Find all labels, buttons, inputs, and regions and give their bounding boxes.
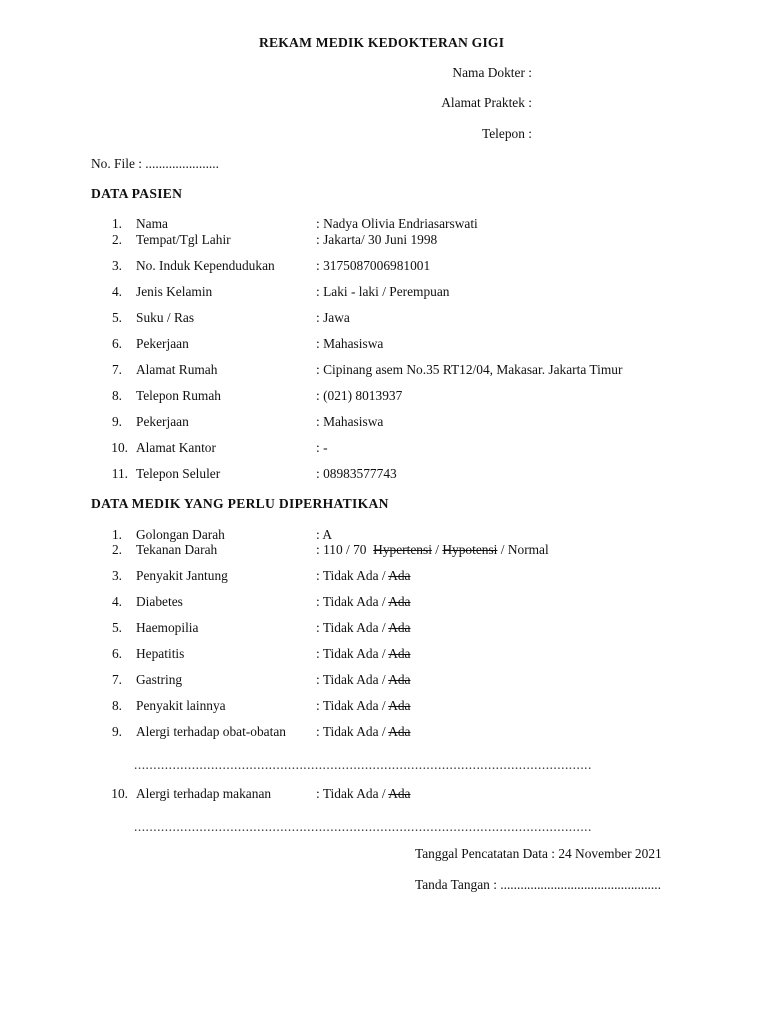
- patient-item-value: : (021) 8013937: [316, 388, 403, 403]
- patient-item-number: 5.: [111, 310, 122, 325]
- patient-item-label: Pekerjaan: [136, 336, 189, 351]
- option-text: : Tidak Ada /: [316, 620, 389, 635]
- struck-option: Ada: [388, 594, 411, 609]
- patient-item-label: Alamat Rumah: [136, 362, 218, 377]
- medical-item-label: Diabetes: [136, 594, 183, 609]
- option-text: : Tidak Ada /: [316, 672, 389, 687]
- medical-item-label: Hepatitis: [136, 646, 185, 661]
- patient-item-number: 8.: [111, 388, 122, 403]
- patient-item-label: Tempat/Tgl Lahir: [136, 232, 231, 247]
- struck-option: Ada: [388, 672, 411, 687]
- struck-option: Ada: [388, 620, 411, 635]
- patient-item-label: Nama: [136, 216, 168, 231]
- document-title: REKAM MEDIK KEDOKTERAN GIGI: [259, 35, 505, 50]
- option-text: : Tidak Ada /: [316, 724, 389, 739]
- medical-item-value: [316, 786, 411, 802]
- struck-option: Ada: [388, 724, 411, 739]
- medical-item-number: 2.: [111, 542, 122, 557]
- drug-allergy-blank-line: .......................................................................................................................: [134, 757, 592, 772]
- medical-item-label: Golongan Darah: [136, 527, 225, 542]
- patient-item-value: : Jakarta/ 30 Juni 1998: [316, 232, 438, 247]
- blood-pressure-reading: : 110 / 70: [316, 542, 367, 557]
- option-text: : Tidak Ada /: [316, 698, 389, 713]
- patient-item-number: 1.: [111, 216, 122, 231]
- file-number: No. File : ......................: [91, 156, 219, 171]
- patient-item-label: Telepon Rumah: [136, 388, 221, 403]
- struck-option: Ada: [388, 786, 411, 801]
- medical-item-number: 3.: [111, 568, 122, 583]
- medical-item-label: Tekanan Darah: [136, 542, 218, 557]
- patient-item-label: Alamat Kantor: [136, 440, 216, 455]
- medical-item-value: [316, 698, 411, 714]
- patient-item-value: : Jawa: [316, 310, 350, 325]
- record-date: Tanggal Pencatatan Data : 24 November 2021: [415, 846, 662, 861]
- patient-item-value: : 08983577743: [316, 466, 397, 481]
- patient-item-number: 7.: [111, 362, 122, 377]
- medical-item-value: [316, 594, 411, 610]
- patient-item-number: 10.: [111, 440, 128, 455]
- food-allergy-blank-line: .......................................................................................................................: [134, 819, 592, 834]
- hypotensi-struck: Hypotensi: [442, 542, 498, 557]
- medical-item-label: Penyakit lainnya: [136, 698, 226, 713]
- medical-item-number: 7.: [111, 672, 122, 687]
- phone-label: Telepon :: [481, 126, 532, 141]
- normal-option: / Normal: [497, 542, 549, 557]
- medical-item-value: : A: [316, 527, 332, 542]
- medical-item-number: 8.: [111, 698, 122, 713]
- medical-item-value: [316, 672, 411, 688]
- medical-item-number: 4.: [111, 594, 122, 609]
- patient-item-number: 3.: [111, 258, 122, 273]
- medical-item-label: Haemopilia: [136, 620, 199, 635]
- option-text: : Tidak Ada /: [316, 568, 389, 583]
- medical-item-number: 9.: [111, 724, 122, 739]
- patient-item-number: 11.: [111, 466, 128, 481]
- patient-item-label: Suku / Ras: [136, 310, 195, 325]
- patient-item-label: Telepon Seluler: [136, 466, 221, 481]
- medical-item-value: [316, 646, 411, 662]
- medical-item-value: [316, 620, 411, 636]
- patient-item-value: : -: [316, 440, 328, 455]
- medical-item-number: 1.: [111, 527, 122, 542]
- option-text: : Tidak Ada /: [316, 594, 389, 609]
- patient-item-value: : Laki - laki / Perempuan: [316, 284, 450, 299]
- medical-item-label: Alergi terhadap obat-obatan: [136, 724, 286, 739]
- patient-section-heading: DATA PASIEN: [91, 186, 183, 201]
- blood-pressure-value: [316, 542, 549, 558]
- patient-item-number: 4.: [111, 284, 122, 299]
- struck-option: Ada: [388, 568, 411, 583]
- medical-item-number: 10.: [111, 786, 128, 801]
- patient-item-label: Jenis Kelamin: [136, 284, 213, 299]
- medical-item-label: Penyakit Jantung: [136, 568, 228, 583]
- option-text: : Tidak Ada /: [316, 646, 389, 661]
- patient-item-label: Pekerjaan: [136, 414, 189, 429]
- option-text: : Tidak Ada /: [316, 786, 389, 801]
- medical-item-value: [316, 724, 411, 740]
- patient-item-number: 2.: [111, 232, 122, 247]
- patient-item-value: : Mahasiswa: [316, 336, 384, 351]
- practice-address-label: Alamat Praktek :: [441, 95, 532, 110]
- separator: /: [431, 542, 443, 557]
- medical-item-value: [316, 568, 411, 584]
- doctor-name-label: Nama Dokter :: [452, 65, 532, 80]
- medical-item-label: Alergi terhadap makanan: [136, 786, 272, 801]
- medical-item-label: Gastring: [136, 672, 183, 687]
- patient-item-value: : Cipinang asem No.35 RT12/04, Makasar. Jakarta Timur: [316, 362, 623, 377]
- patient-item-value: : Nadya Olivia Endriasarswati: [316, 216, 478, 231]
- patient-item-value: : 3175087006981001: [316, 258, 431, 273]
- medical-item-number: 6.: [111, 646, 122, 661]
- patient-item-label: No. Induk Kependudukan: [136, 258, 275, 273]
- medical-item-number: 5.: [111, 620, 122, 635]
- patient-item-value: : Mahasiswa: [316, 414, 384, 429]
- patient-item-number: 6.: [111, 336, 122, 351]
- signature-line: Tanda Tangan : ................................................: [415, 877, 661, 892]
- medical-section-heading: DATA MEDIK YANG PERLU DIPERHATIKAN: [91, 496, 389, 511]
- struck-option: Ada: [388, 646, 411, 661]
- struck-option: Ada: [388, 698, 411, 713]
- patient-item-number: 9.: [111, 414, 122, 429]
- hypertensi-struck: Hypertensi: [373, 542, 432, 557]
